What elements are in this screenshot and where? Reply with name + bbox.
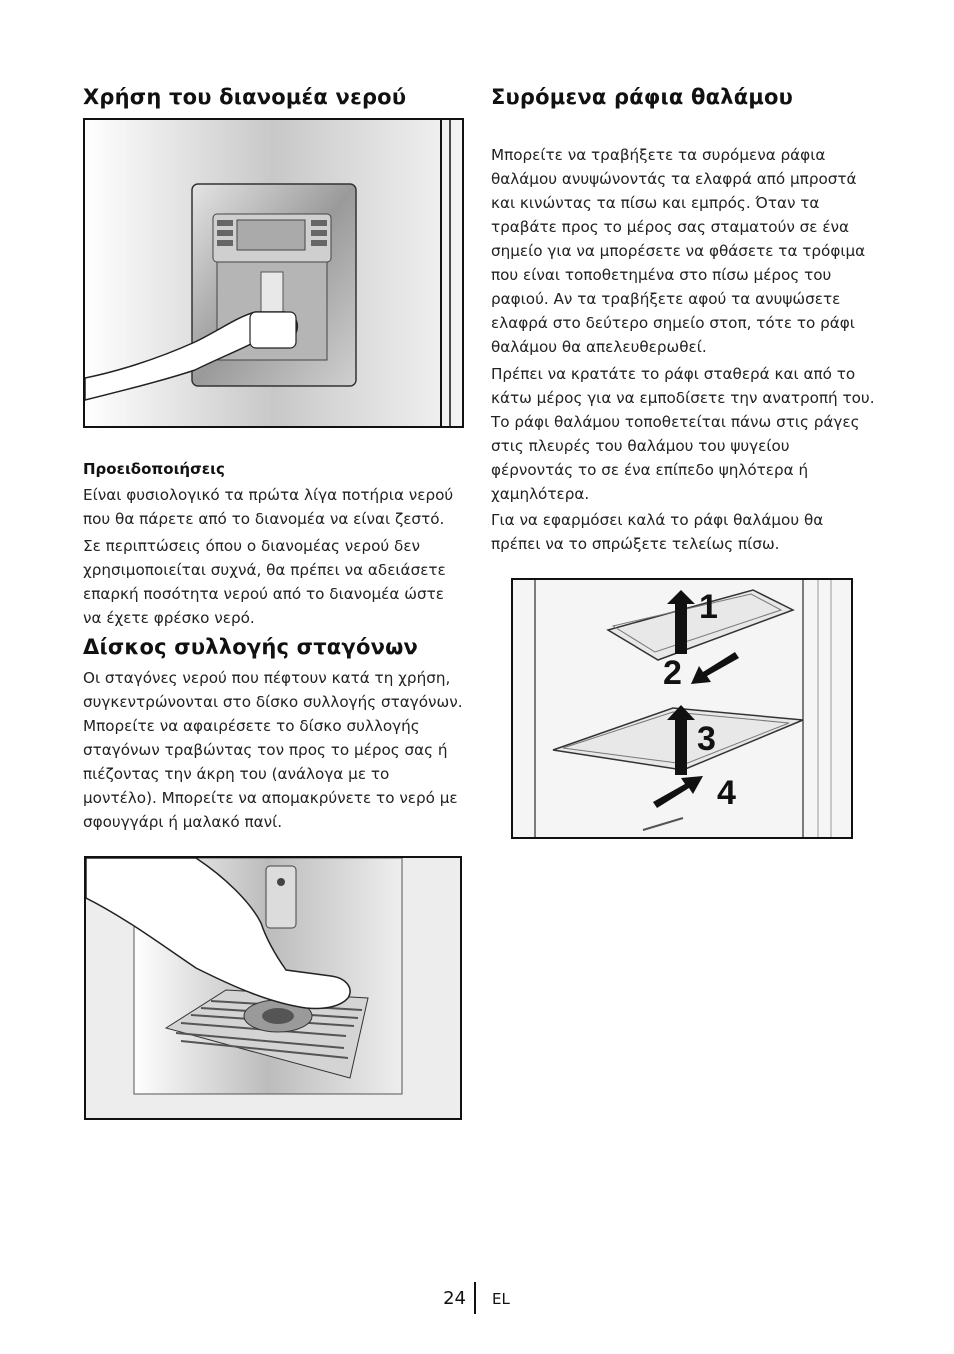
footer-divider xyxy=(474,1282,476,1314)
shelves-paragraph-3: Για να εφαρμόσει καλά το ράφι θαλάμου θα πρέπει να το σπρώξετε τελείως πίσω. xyxy=(491,511,824,553)
shelves-paragraph-2: Πρέπει να κρατάτε το ράφι σταθερά και από το κάτω μέρος για να εμποδίσετε την ανατροπή του. Το ράφι θαλάμου τοποθετείται πάνω στις ράγες στις πλευρές του θαλάμου του ψυγείου φέρνοντάς το σε ένα επίπεδο ψηλότερα ή χαμηλότερα. xyxy=(491,365,875,503)
shelves-heading: Συρόμενα ράφια θαλάμου xyxy=(491,85,794,109)
drip-tray-heading: Δίσκος συλλογής σταγόνων xyxy=(83,635,419,659)
warnings-paragraph-1: Είναι φυσιολογικό τα πρώτα λίγα ποτήρια νερού που θα πάρετε από το διανομέα να είναι ζεστό. xyxy=(83,486,454,528)
water-dispenser-illustration xyxy=(83,118,464,428)
sliding-shelves-illustration xyxy=(511,578,853,839)
drip-tray-paragraph: Οι σταγόνες νερού που πέφτουν κατά τη χρήση, συγκεντρώνονται στο δίσκο συλλογής σταγόνων. Μπορείτε να αφαιρέσετε το δίσκο συλλογής σταγόνων τραβώντας τον προς το μέρος σας ή πιέζοντας την άκρη του (ανάλογα με το μοντέλο). Μπορείτε να απομακρύνετε το νερό με σφουγγάρι ή μαλακό πανί. xyxy=(83,669,463,831)
step-label-4: 4 xyxy=(717,774,736,812)
language-code: EL xyxy=(492,1290,510,1308)
step-label-2: 2 xyxy=(663,654,682,692)
step-label-3: 3 xyxy=(697,720,716,758)
dispenser-heading: Χρήση του διανομέα νερού xyxy=(83,85,407,109)
shelves-paragraph-1: Μπορείτε να τραβήξετε τα συρόμενα ράφια θαλάμου ανυψώνοντάς τα ελαφρά από μπροστά και κινώντας τα πίσω και εμπρός. Όταν τα τραβάτε προς το μέρος σας σταματούν σε ένα σημείο για να μπορέσετε να φθάσετε τα τρόφιμα που είναι τοποθετημένα στο πίσω μέρος του ραφιού. Αν τα τραβήξετε αφού τα ανυψώσετε ελαφρά στο δεύτερο σημείο στοπ, τότε το ράφι θαλάμου θα απελευθερωθεί. xyxy=(491,146,866,356)
step-label-1: 1 xyxy=(699,588,718,626)
warnings-heading: Προειδοποιήσεις xyxy=(83,460,225,478)
drip-tray-illustration xyxy=(84,856,462,1120)
page-number: 24 xyxy=(443,1288,466,1309)
warnings-paragraph-2: Σε περιπτώσεις όπου ο διανομέας νερού δεν χρησιμοποιείται συχνά, θα πρέπει να αδειάσετε επαρκή ποσότητα νερού από το διανομέα ώστε να έχετε φρέσκο νερό. xyxy=(83,537,446,627)
